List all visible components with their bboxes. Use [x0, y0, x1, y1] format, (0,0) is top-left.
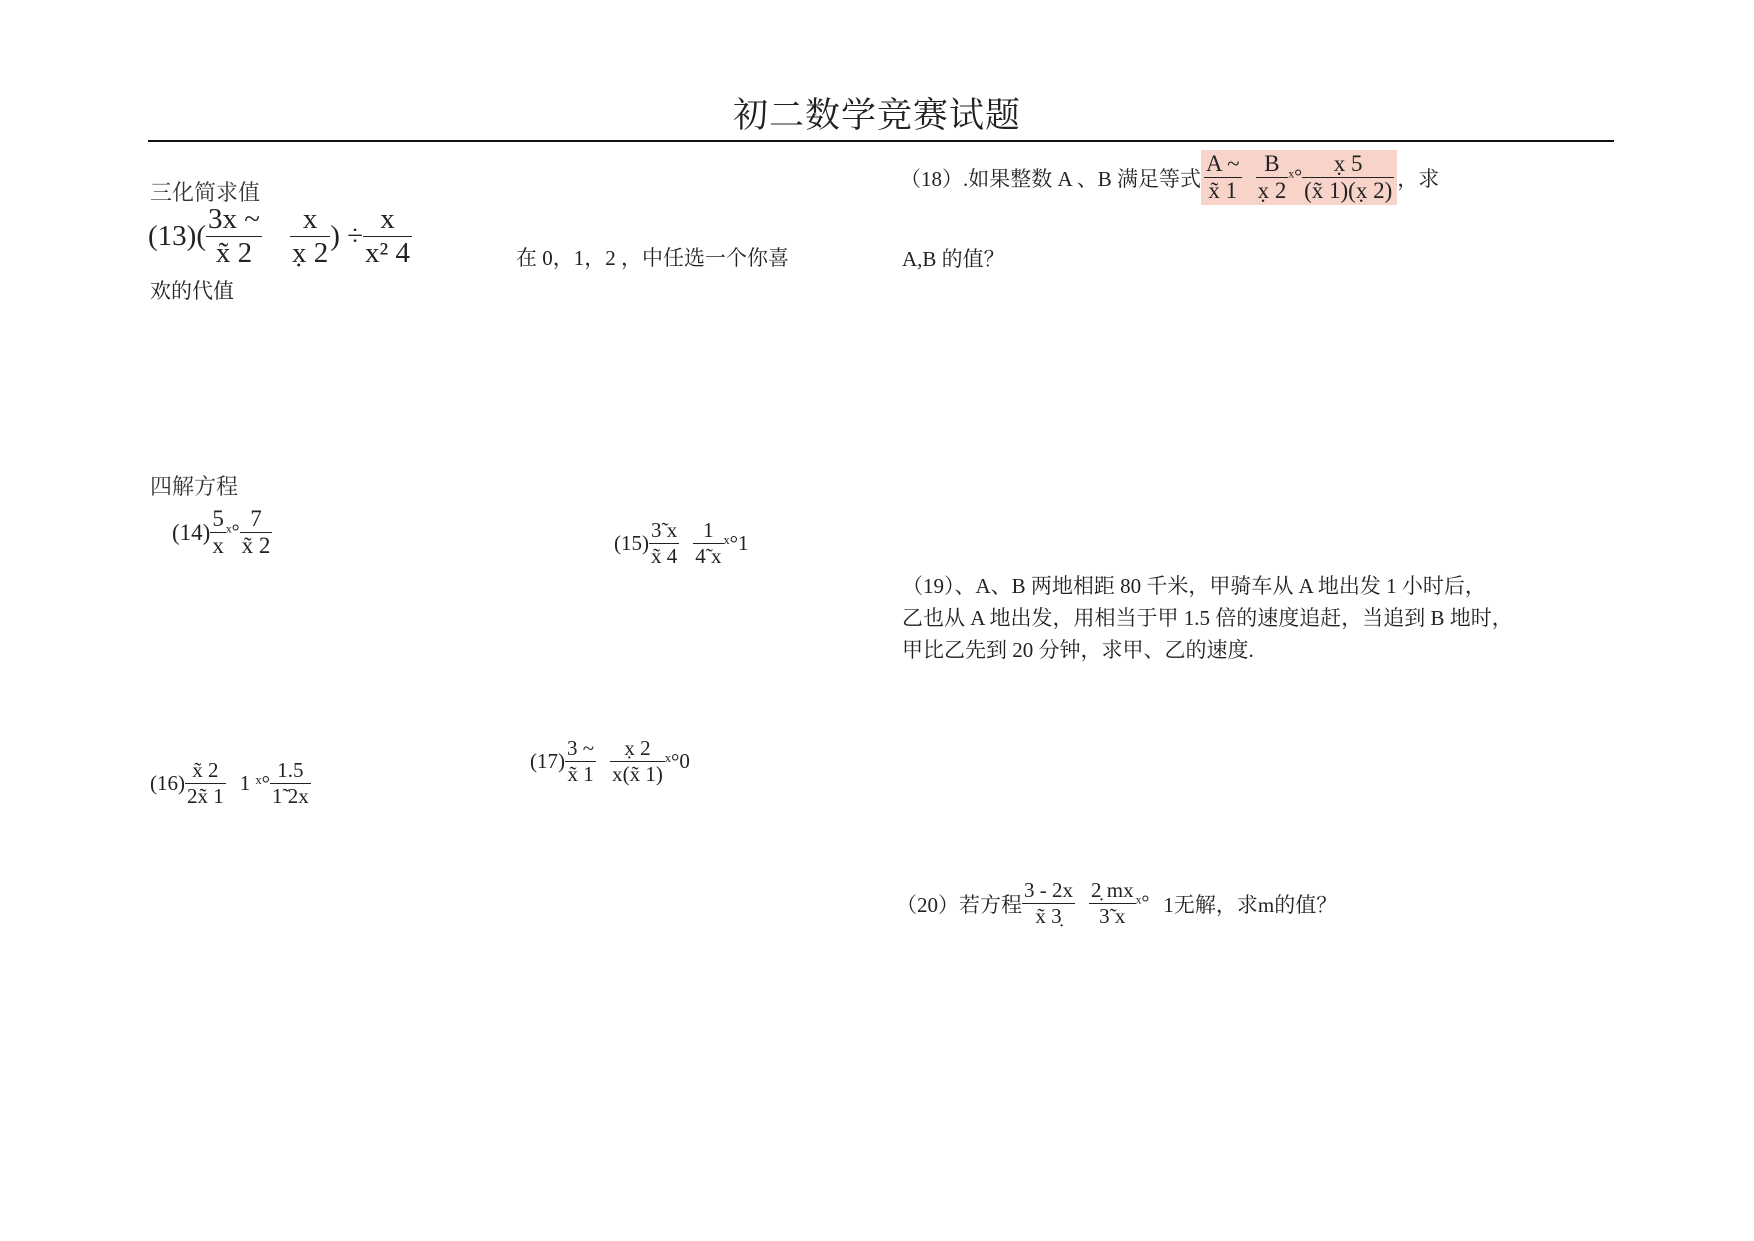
q17-fraction-2: $\frac{x̣ 2}{x(x̃ 1)}$	[612, 736, 663, 786]
section-heading-simplify: 三化简求值	[150, 180, 261, 205]
q13-divide: ) ÷	[330, 220, 364, 252]
q18-fraction-a: $\frac{A \sim}{x̃ 1}$	[1206, 151, 1240, 203]
q16-fraction-1: $\frac{x̃ 2}{2x̃ 1}$	[187, 758, 224, 808]
q18-line-2: A,B 的值？	[902, 247, 1005, 271]
section-heading-equations: 四解方程	[150, 474, 239, 499]
q18-equals-glyph: ˣ°	[1288, 166, 1303, 188]
q15-fraction-2: $\frac{1}{4̃ x}$	[695, 518, 722, 568]
q19-line-2: 乙也从 A 地出发，用相当于甲 1.5 倍的速度追赶，当追到 B 地时，	[902, 606, 1513, 630]
question-16: (16) $\frac{x̃ 2}{2x̃ 1}$ 1 ˣ° $\frac{1.5}{1̃ 2x}$	[150, 758, 309, 808]
question-13	[148, 203, 412, 270]
question-15: (15) $\frac{3̃ x}{x̃ 4}$ $\frac{1}{4̃ x}$ ˣ°1	[614, 518, 749, 568]
q15-fraction-1: $\frac{3̃ x}{x̃ 4}$	[651, 518, 678, 568]
page-title: 初二数学竞赛试题	[732, 96, 1021, 135]
question-14: (14) $\frac{5}{x}$ ˣ° $\frac{7}{x̃ 2}$	[172, 506, 271, 558]
q16-middle: 1 ˣ°	[239, 771, 270, 795]
q18-fraction-rhs: $\frac{x̣ 5}{(x̃ 1)(x̣ 2)}$	[1304, 151, 1393, 203]
q13-instruction: 在 0，1，2 ，中任选一个你喜	[516, 246, 789, 270]
q20-equals-glyph: ˣ°	[1135, 892, 1150, 914]
question-20: （20）若方程 $\frac{3 - 2x}{x̃ 3̣}$ $\frac{2̣ mx}{3̃ x}$ ˣ° 1无解，求m的值？	[896, 878, 1338, 928]
q20-fraction-2: $\frac{2̣ mx}{3̃ x}$	[1091, 878, 1134, 928]
question-17: (17) $\frac{3 \sim}{x̃ 1}$ $\frac{x̣ 2}{x(x̃ 1)}$ ˣ°0	[530, 736, 690, 786]
q20-fraction-1: $\frac{3 - 2x}{x̃ 3̣}$	[1024, 878, 1073, 928]
q16-fraction-2: $\frac{1.5}{1̃ 2x}$	[271, 758, 309, 808]
title-underline	[148, 140, 1614, 142]
q13-fraction-1: $\frac{3x \sim}{x̃ 2}$	[207, 203, 260, 269]
q14-equals-glyph: ˣ°	[225, 521, 240, 543]
q17-fraction-1: $\frac{3 \sim}{x̃ 1}$	[567, 736, 595, 786]
q13-fraction-3: $\frac{x}{\text{x² 4}}$	[365, 203, 410, 269]
q17-equals-glyph: ˣ°0	[664, 749, 690, 773]
q13-instruction-cont: 欢的代值	[150, 279, 234, 303]
q18-prefix: （18）.如果整数 A 、B 满足等式	[900, 166, 1202, 191]
q14-fraction-1: $\frac{5}{x}$	[212, 506, 224, 558]
q13-fraction-2: $\frac{x}{x̣ 2}$	[291, 203, 329, 269]
q18-equation-highlight	[1201, 150, 1397, 205]
q13-label: (13)(	[148, 220, 206, 252]
q19-line-1: （19）、A、B 两地相距 80 千米，甲骑车从 A 地出发 1 小时后，	[902, 574, 1486, 598]
q14-fraction-2: $\frac{7}{x̃ 2}$	[241, 506, 271, 558]
q18-suffix: ，求	[1397, 166, 1440, 191]
q15-equals-glyph: ˣ°1	[723, 531, 749, 555]
question-18	[900, 150, 1439, 205]
q19-line-3: 甲比乙先到 20 分钟，求甲、乙的速度.	[902, 638, 1254, 662]
q18-fraction-b: $\frac{B}{x̣ 2}$	[1257, 151, 1287, 203]
